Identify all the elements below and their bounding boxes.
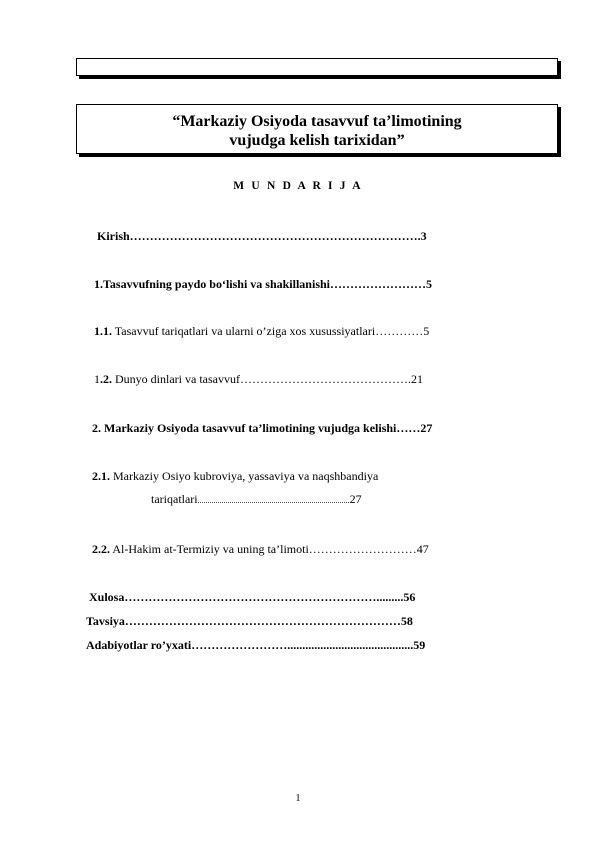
- toc-entry-section-1-1: [94, 324, 429, 339]
- toc-entry-section-1-2: [94, 372, 423, 387]
- toc-label: 1.Tasavvufning paydo bo‘lishi va shakillanishi: [94, 277, 330, 291]
- toc-entry-section-2-2: [92, 542, 429, 557]
- toc-leader: ……………………: [330, 277, 426, 291]
- toc-entry-chapter-2: [92, 421, 432, 436]
- toc-label: Dunyo dinlari va tasavvuf: [112, 372, 240, 386]
- toc-entry-xulosa: [89, 590, 415, 605]
- toc-leader: ……………………………………………………………: [124, 614, 401, 628]
- toc-label: 2. Markaziy Osiyoda tasavvuf ta’limotining vujudga kelishi: [92, 421, 397, 435]
- toc-label: Xulosa: [89, 590, 125, 604]
- page-number: 1: [295, 793, 301, 804]
- document-title-line-2: vujudga kelish tarixidan”: [229, 132, 405, 149]
- toc-page: 59: [413, 638, 426, 652]
- toc-label: Al-Hakim at-Termiziy va uning ta’limoti: [110, 542, 309, 556]
- toc-label: Kirish: [97, 229, 130, 243]
- toc-page: 5: [426, 277, 432, 291]
- toc-leader: …………………………………….: [239, 372, 411, 386]
- toc-number: 1.1.: [94, 324, 112, 338]
- toc-page: 3: [420, 229, 427, 243]
- toc-label: Tasavvuf tariqatlari va ularni o’ziga xos xusussiyatlari: [112, 324, 376, 338]
- toc-entry-tavsiya: [86, 614, 413, 629]
- title-frame: [76, 104, 558, 154]
- toc-entry-section-2-1: [92, 469, 378, 484]
- toc-leader: ………………………: [308, 542, 417, 556]
- toc-leader: ……………………..........................................: [191, 638, 414, 652]
- toc-number-plain: 1: [94, 372, 100, 386]
- toc-entry-section-2-1-continuation: [151, 492, 362, 507]
- toc-leader: ……………………………………………………………….: [129, 229, 421, 243]
- header-frame: [76, 58, 558, 76]
- toc-number: 2.1.: [92, 469, 110, 483]
- contents-heading: M U N D A R I J A: [233, 180, 363, 192]
- toc-leader: ............................................................................: [197, 496, 350, 505]
- toc-label-continuation: tariqatlari: [151, 492, 198, 506]
- toc-page: 47: [416, 542, 429, 556]
- toc-leader: …………: [375, 324, 424, 338]
- toc-entry-chapter-1: [94, 277, 432, 292]
- toc-page: 27: [420, 421, 433, 435]
- toc-number: 2.2.: [92, 542, 110, 556]
- toc-page: 27: [349, 492, 362, 506]
- toc-leader: ……: [396, 421, 421, 435]
- toc-label: Tavsiya: [86, 614, 125, 628]
- toc-page: 21: [410, 372, 423, 386]
- toc-label: Adabiyotlar ro’yxati: [86, 638, 192, 652]
- toc-entry-kirish: [97, 229, 427, 244]
- toc-page: 58: [400, 614, 413, 628]
- toc-label: Markaziy Osiyo kubroviya, yassaviya va naqshbandiya: [110, 469, 379, 483]
- toc-leader: ……………………………………………………….........: [124, 590, 404, 604]
- toc-page: 5: [423, 324, 430, 338]
- toc-page: 56: [403, 590, 416, 604]
- toc-entry-adabiyotlar: [86, 638, 425, 653]
- document-title-line-1: “Markaziy Osiyoda tasavvuf ta’limotining: [172, 113, 462, 130]
- toc-number: .2.: [100, 372, 112, 386]
